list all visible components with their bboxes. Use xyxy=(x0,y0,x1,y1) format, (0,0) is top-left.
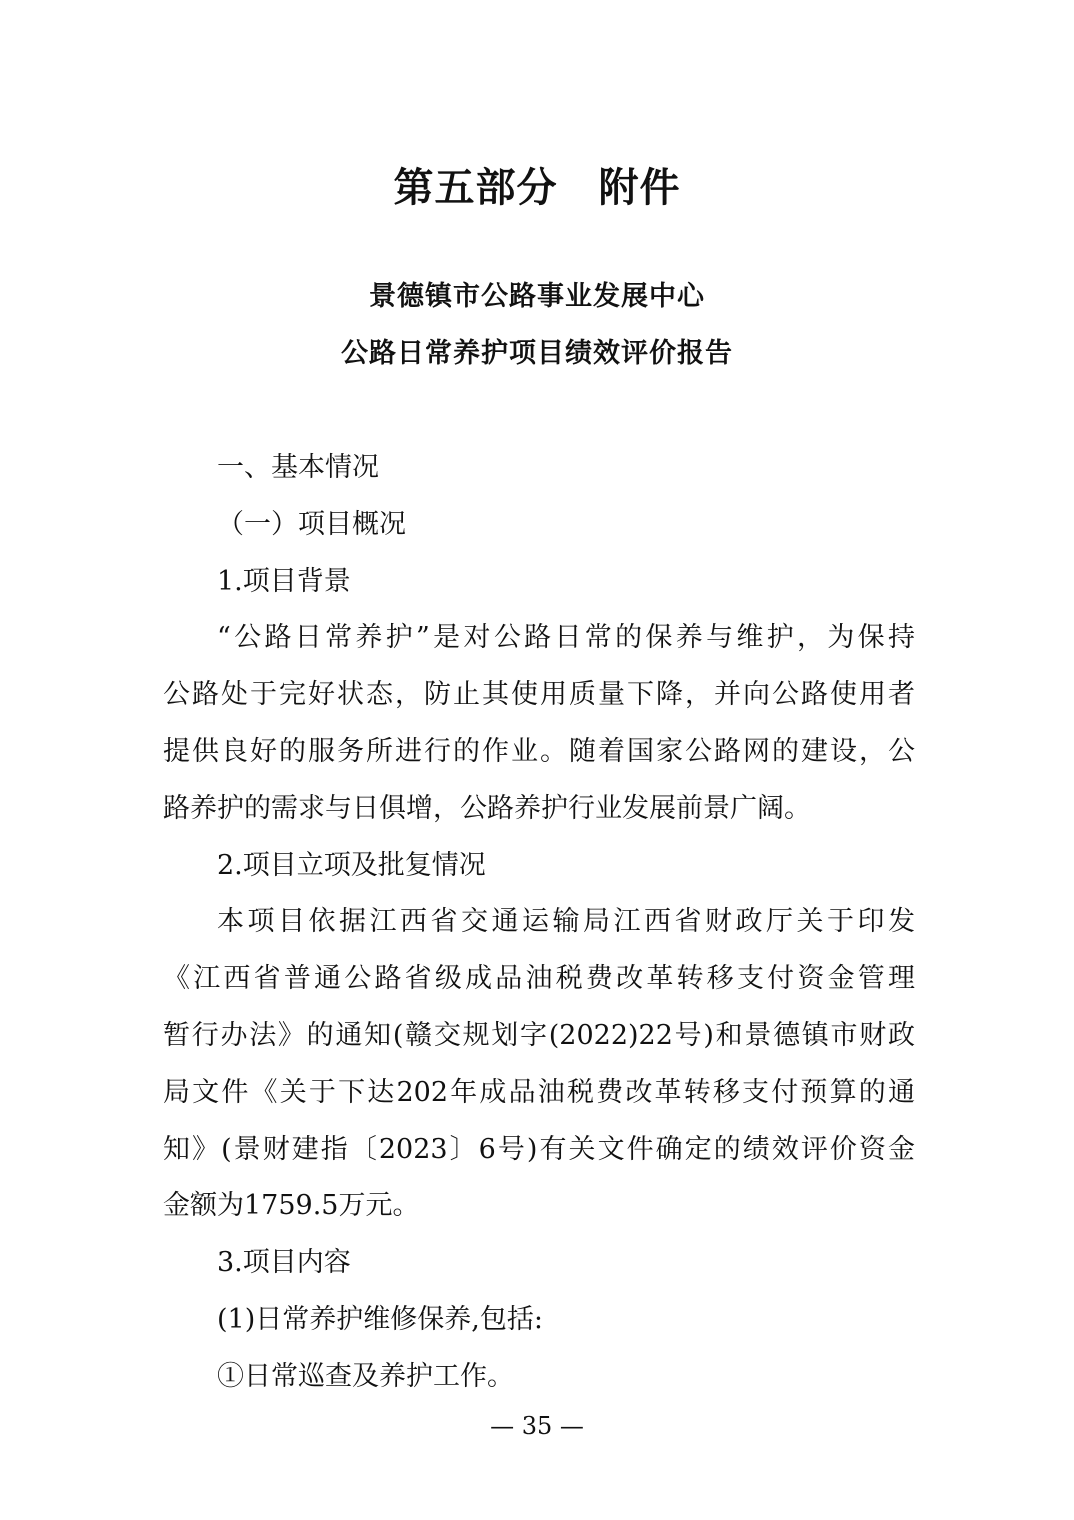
list-item: ①日常巡查及养护工作。 xyxy=(217,1360,514,1392)
page-number: — 35 — xyxy=(490,1412,584,1440)
section-heading-basic-info: 一、基本情况 xyxy=(217,452,379,483)
paragraph-line: 知》(景财建指〔2023〕6号)有关文件确定的绩效评价资金 xyxy=(163,1133,915,1165)
heading-project-approval: 2.项目立项及批复情况 xyxy=(217,849,486,881)
body-text xyxy=(163,440,915,1406)
list-item: (1)日常养护维修保养,包括: xyxy=(217,1303,543,1335)
paragraph-line: 金额为1759.5万元。 xyxy=(163,1190,420,1222)
paragraph-line: 本项目依据江西省交通运输局江西省财政厅关于印发 xyxy=(217,906,915,938)
report-title-line-1: 景德镇市公路事业发展中心 xyxy=(369,281,705,312)
paragraph-line: 提供良好的服务所进行的作业。随着国家公路网的建设，公 xyxy=(163,735,915,767)
paragraph-line: 暂行办法》的通知(赣交规划字(2022)22号)和景德镇市财政 xyxy=(163,1019,915,1051)
report-title-line-2: 公路日常养护项目绩效评价报告 xyxy=(341,338,733,369)
heading-project-content: 3.项目内容 xyxy=(217,1247,351,1279)
subsection-heading-overview: （一）项目概况 xyxy=(217,508,406,540)
heading-project-background: 1.项目背景 xyxy=(217,565,351,597)
paragraph-line: 公路处于完好状态，防止其使用质量下降，并向公路使用者 xyxy=(163,679,915,711)
part-title: 第五部分 附件 xyxy=(393,164,681,211)
paragraph-line: “公路日常养护”是对公路日常的保养与维护，为保持 xyxy=(217,622,915,654)
paragraph-line: 路养护的需求与日俱增，公路养护行业发展前景广阔。 xyxy=(163,792,811,824)
paragraph-line: 《江西省普通公路省级成品油税费改革转移支付资金管理 xyxy=(163,963,915,995)
paragraph-line: 局文件《关于下达202年成品油税费改革转移支付预算的通 xyxy=(163,1076,915,1108)
